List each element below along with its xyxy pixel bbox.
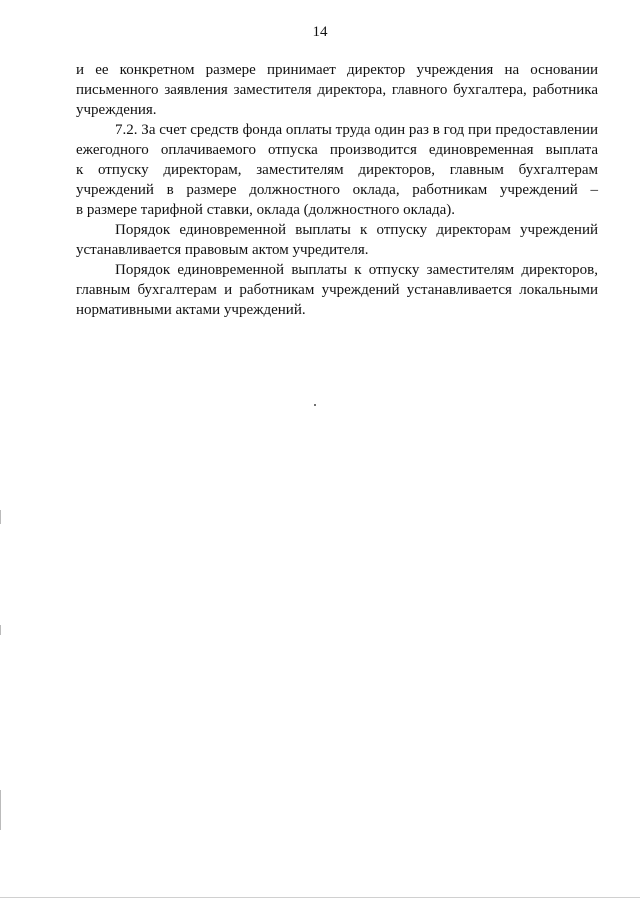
text-line: нормативными актами учреждений. bbox=[76, 302, 306, 318]
text-line: к отпуску директорам, заместителям директоров, главным бухгалтерам bbox=[76, 162, 598, 178]
text-line: главным бухгалтерам и работникам учреждений устанавливается локальными bbox=[76, 282, 598, 298]
scan-edge-mark bbox=[0, 790, 1, 830]
text-line: устанавливается правовым актом учредителя. bbox=[76, 242, 369, 258]
paragraph-deputies-procedure bbox=[76, 260, 598, 320]
scan-bottom-edge bbox=[0, 897, 640, 898]
text-line: учреждения. bbox=[76, 102, 157, 118]
text-line: Порядок единовременной выплаты к отпуску директорам учреждений bbox=[115, 222, 598, 238]
paragraph-continuation bbox=[76, 60, 598, 120]
text-line: письменного заявления заместителя директора, главного бухгалтера, работника bbox=[76, 82, 598, 98]
text-line: и ее конкретном размере принимает директор учреждения на основании bbox=[76, 62, 598, 78]
scan-edge-mark bbox=[0, 625, 1, 635]
text-line: учреждений в размере должностного оклада, работникам учреждений – bbox=[76, 182, 598, 198]
scan-edge-mark bbox=[0, 510, 1, 524]
page-number: 14 bbox=[312, 24, 328, 40]
scan-speck bbox=[314, 404, 316, 406]
paragraph-directors-procedure bbox=[76, 220, 598, 260]
text-line: ежегодного оплачиваемого отпуска производится единовременная выплата bbox=[76, 142, 598, 158]
text-line: в размере тарифной ставки, оклада (должностного оклада). bbox=[76, 202, 456, 218]
text-line: Порядок единовременной выплаты к отпуску заместителям директоров, bbox=[115, 262, 598, 278]
text-line: 7.2. За счет средств фонда оплаты труда один раз в год при предоставлении bbox=[115, 122, 598, 138]
document-body bbox=[76, 60, 598, 320]
paragraph-7-2 bbox=[76, 120, 598, 220]
